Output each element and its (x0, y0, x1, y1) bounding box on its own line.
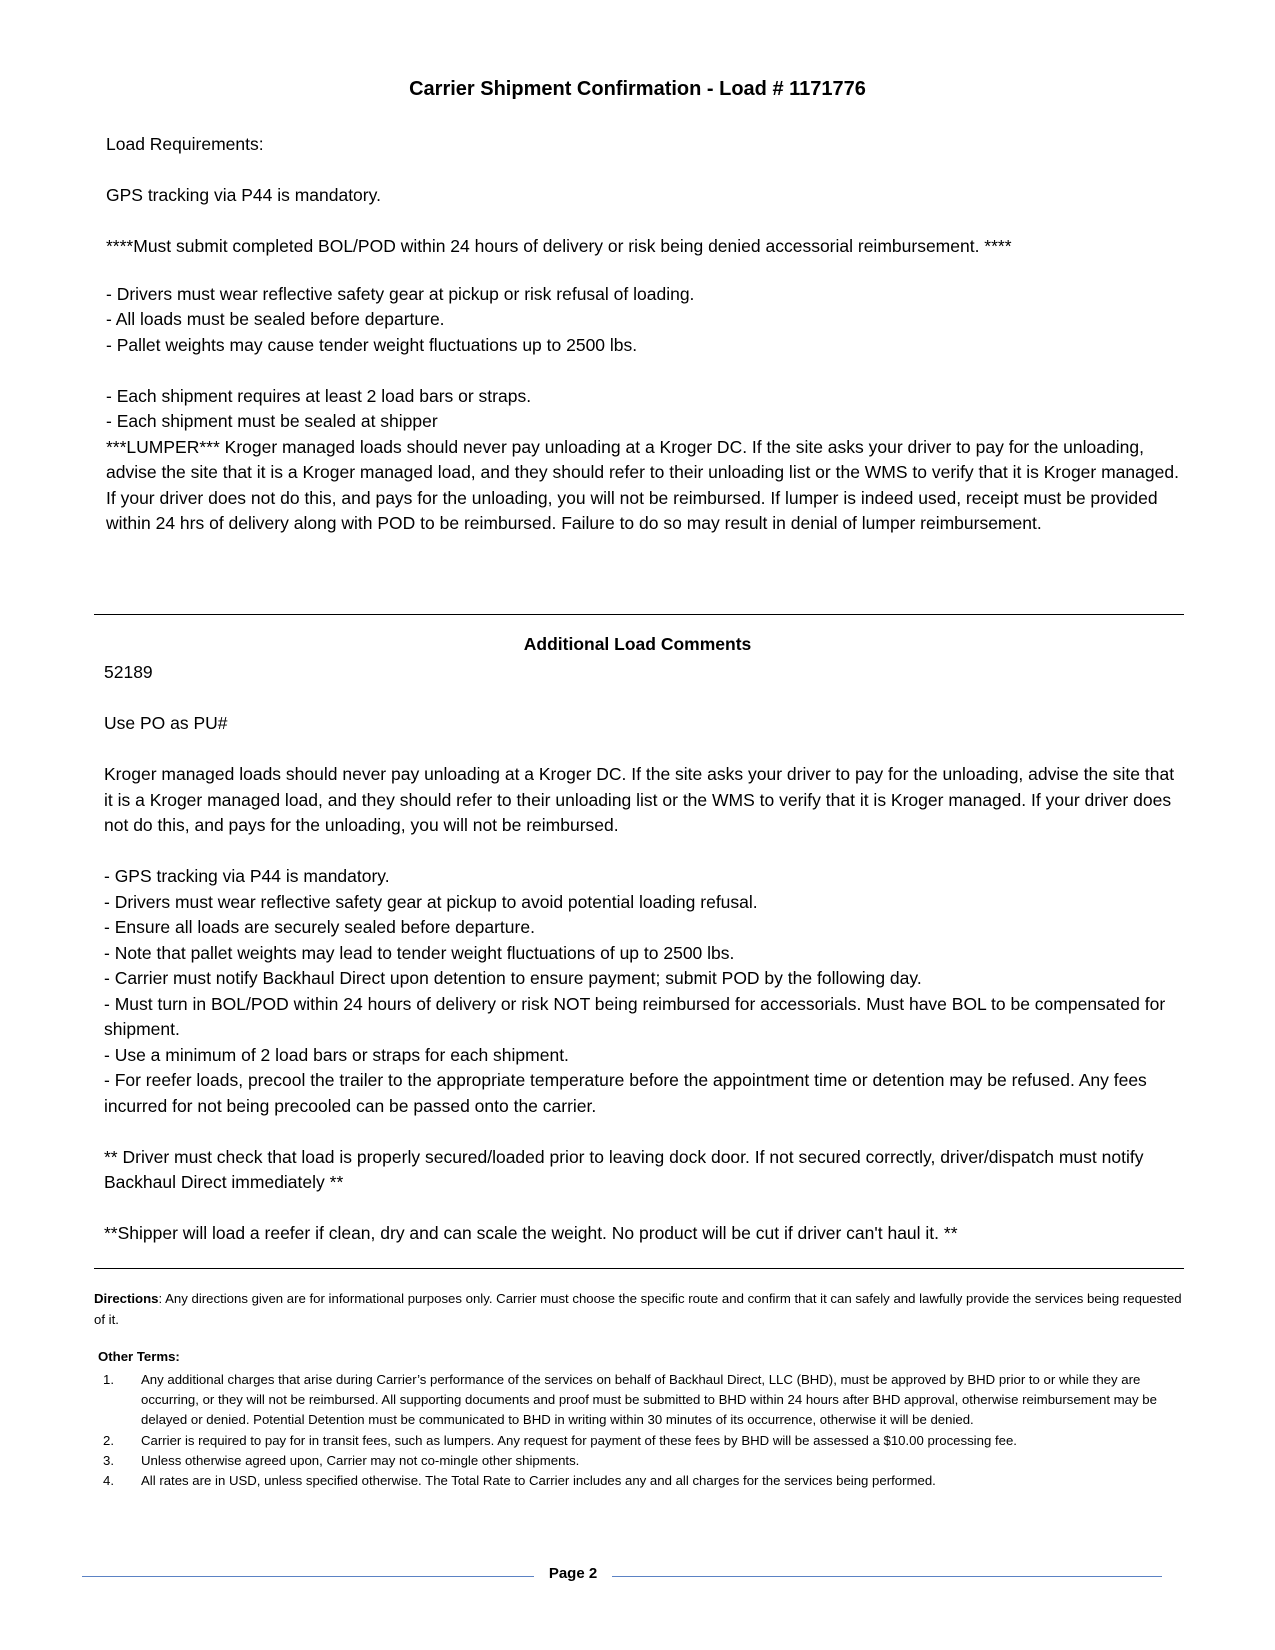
footer-rule-right (612, 1576, 1162, 1577)
footer-rule-left (82, 1576, 534, 1577)
item-text: All rates are in USD, unless specified otherwise. The Total Rate to Carrier includes any and all charges for the services being performed. (141, 1473, 936, 1489)
list-item (98, 1451, 1178, 1471)
item-text: Any additional charges that arise during Carrier’s performance of the services on behalf of Backhaul Direct, LLC (BHD), must be approved by BHD prior to or while they are occurring, or they will not be reimbursed. All supporting documents and proof must be submitted to BHD within 24 hours after BHD approval, otherwise reimbursement may be delayed or denied. Potential Detention must be communicated to BHD in writing within 30 minutes of its occurrence, otherwise it will be denied. (141, 1372, 1157, 1428)
comment-bullet: - Ensure all loads are securely sealed before departure. (104, 917, 535, 937)
directions-label: Directions (94, 1291, 159, 1306)
requirement-bullet: - Pallet weights may cause tender weight fluctuations up to 2500 lbs. (106, 334, 638, 355)
comment-bullet: - Carrier must notify Backhaul Direct upon detention to ensure payment; submit POD by the following day. (104, 968, 922, 988)
page-footer (82, 1565, 1162, 1589)
secure-load-notice: ** Driver must check that load is properly secured/loaded prior to leaving dock door. If not secured correctly, driver/dispatch must notify Backhaul Direct immediately ** (104, 1146, 1144, 1192)
kroger-policy: Kroger managed loads should never pay unloading at a Kroger DC. If the site asks your driver to pay for the unloading, advise the site that it is a Kroger managed load, and they should refer to their unloading list or the WMS to verify that it is Kroger managed. If your driver does not do this, and pays for the unloading, you will not be reimbursed. (104, 764, 1175, 835)
list-item (98, 1431, 1178, 1451)
page-number: Page 2 (548, 1565, 598, 1582)
item-number: 4. (103, 1473, 114, 1489)
comment-bullet: - Drivers must wear reflective safety gear at pickup to avoid potential loading refusal. (104, 891, 758, 912)
requirements-heading: Load Requirements: (106, 134, 264, 154)
list-item (98, 1370, 1178, 1431)
list-item (98, 1471, 1178, 1491)
requirement-bullet: - All loads must be sealed before departure. (106, 309, 445, 329)
comment-bullet: - Note that pallet weights may lead to tender weight fluctuations of up to 2500 lbs. (104, 942, 735, 963)
page-title: Carrier Shipment Confirmation - Load # 1171776 (409, 78, 866, 100)
load-requirements-section (106, 132, 1181, 537)
bol-notice: ****Must submit completed BOL/POD within 24 hours of delivery or risk being denied accessorial reimbursement. **** (106, 236, 1012, 256)
item-number: 2. (103, 1432, 114, 1448)
comment-bullet: - GPS tracking via P44 is mandatory. (104, 866, 390, 886)
other-terms-list (98, 1370, 1178, 1491)
item-number: 1. (103, 1372, 114, 1387)
reference-number: 52189 (104, 662, 153, 682)
shipper-notice: **Shipper will load a reefer if clean, dry and can scale the weight. No product will be cut if driver can't haul it. ** (104, 1223, 958, 1243)
requirement-bullet: - Drivers must wear reflective safety gear at pickup or risk refusal of loading. (106, 283, 695, 304)
additional-comments-heading: Additional Load Comments (523, 634, 752, 654)
additional-comments-section (104, 660, 1184, 1247)
lumper-policy: ***LUMPER*** Kroger managed loads should never pay unloading at a Kroger DC. If the site asks your driver to pay for the unloading, advise the site that it is a Kroger managed load, and they should refer to their unloading list or the WMS to verify that it is Kroger managed. If your driver does not do this, and pays for the unloading, you will not be reimbursed. If lumper is indeed used, receipt must be provided within 24 hrs of delivery along with POD to be reimbursed. Failure to do so may result in denial of lumper reimbursement. (106, 436, 1179, 533)
comment-bullet: - Use a minimum of 2 load bars or straps for each shipment. (104, 1044, 569, 1065)
comment-bullet: - Must turn in BOL/POD within 24 hours of delivery or risk NOT being reimbursed for accessorials. Must have BOL to be compensated for shipment. (104, 993, 1166, 1039)
item-number: 3. (103, 1452, 114, 1468)
section-divider (94, 1268, 1184, 1269)
item-text: Unless otherwise agreed upon, Carrier may not co-mingle other shipments. (141, 1452, 580, 1468)
item-text: Carrier is required to pay for in transit fees, such as lumpers. Any request for payment of these fees by BHD will be assessed a $10.00 processing fee. (141, 1432, 1017, 1448)
gps-requirement: GPS tracking via P44 is mandatory. (106, 185, 381, 205)
requirement-bullet: - Each shipment must be sealed at shipper (106, 411, 438, 431)
comment-bullet: - For reefer loads, precool the trailer to the appropriate temperature before the appointment time or detention may be refused. Any fees incurred for not being precooled can be passed onto the carrier. (104, 1070, 1147, 1116)
section-divider (94, 614, 1184, 615)
requirement-bullet: - Each shipment requires at least 2 load bars or straps. (106, 385, 532, 406)
other-terms-heading: Other Terms: (98, 1349, 180, 1364)
po-instruction: Use PO as PU# (104, 713, 228, 733)
directions-paragraph (94, 1288, 1184, 1330)
directions-text: : Any directions given are for informational purposes only. Carrier must choose the specific route and confirm that it can safely and lawfully provide the services being requested of it. (94, 1291, 1182, 1327)
